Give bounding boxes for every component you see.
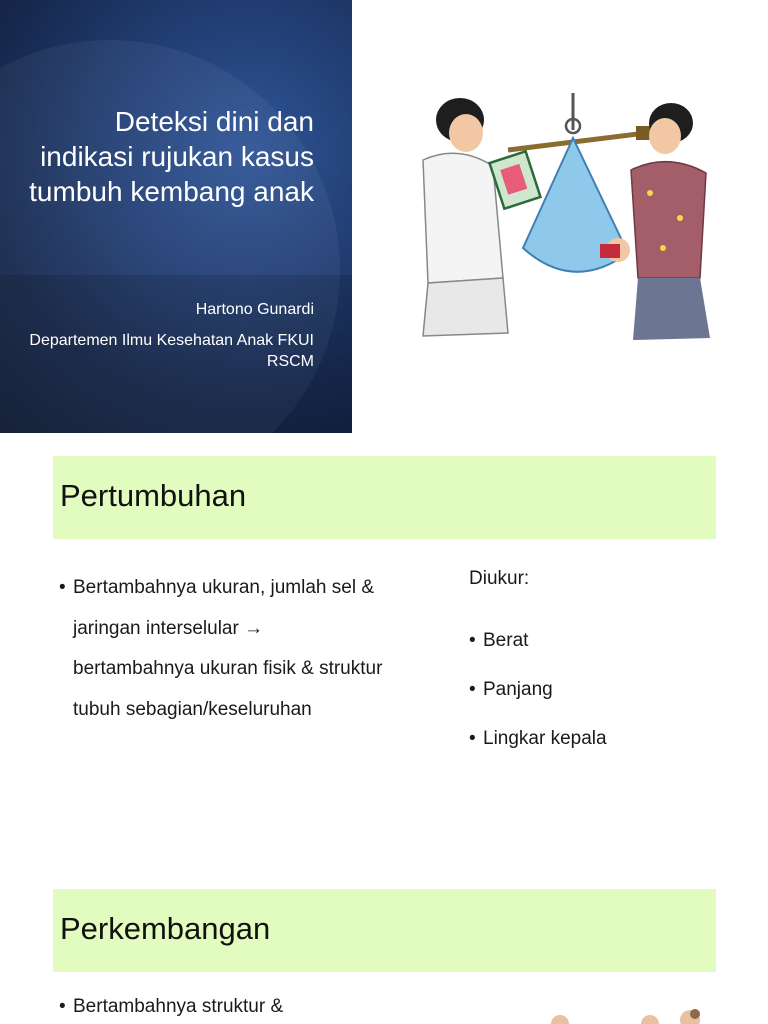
section-header-pertumbuhan [53,456,716,539]
slide-title: Deteksi dini dan indikasi rujukan kasus tumbuh kembang anak [29,106,314,207]
measured-list [469,616,607,763]
definition-bullet: • Bertambahnya ukuran, jumlah sel & jaringan interselular → bertambahnya ukuran fisik & struktur tubuh sebagian/keseluruhan [59,568,389,730]
baby-weighing-illustration [388,78,738,358]
section-title: Perkembangan [60,911,271,946]
measured-heading: Diukur: [469,568,530,589]
development-list [59,994,389,1020]
section-header-perkembangan [53,889,716,972]
section-title: Pertumbuhan [60,478,247,513]
development-bullet: • Bertambahnya struktur & [59,994,389,1020]
measured-item: • Panjang [469,665,607,714]
measured-item: • Berat [469,616,607,665]
author-name: Hartono Gunardi [195,301,314,318]
baby-figures-illustration [540,1000,768,1024]
title-slide [0,0,352,433]
definition-list [59,568,389,730]
measured-item: • Lingkar kepala [469,714,607,763]
author-affiliation: Departemen Ilmu Kesehatan Anak FKUI RSCM [29,332,314,370]
